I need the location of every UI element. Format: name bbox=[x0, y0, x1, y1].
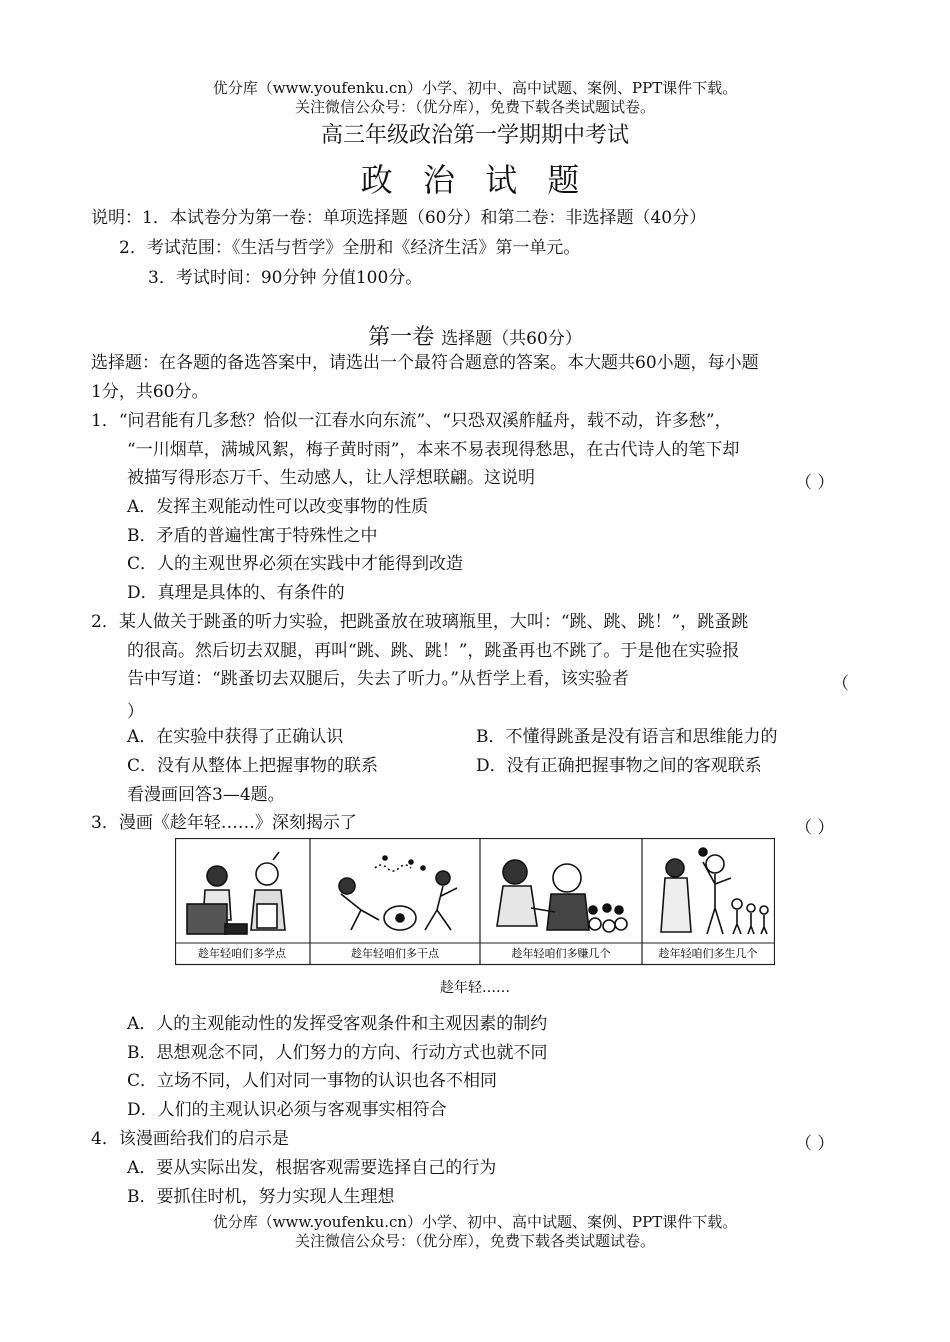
comic-caption-2: 趁年轻咱们多干点 bbox=[351, 947, 439, 960]
q3-answer-blank: （ ） bbox=[795, 818, 835, 838]
note-1: 说明：1．本试卷分为第一卷：单项选择题（60分）和第二卷：非选择题（40分） bbox=[91, 208, 707, 228]
q1-answer-blank: （ ） bbox=[795, 473, 835, 493]
q2-option-c: C．没有从整体上把握事物的联系 bbox=[127, 756, 379, 776]
q1-option-c: C．人的主观世界必须在实践中才能得到改造 bbox=[127, 554, 464, 574]
section-subtitle: 选择题（共60分） bbox=[441, 329, 582, 349]
q2-stem-line-3: 告中写道：“跳蚤切去双腿后，失去了听力。”从哲学上看，该实验者 bbox=[127, 669, 629, 689]
comic-caption-3: 趁年轻咱们多赚几个 bbox=[511, 947, 611, 960]
comic-caption-1: 趁年轻咱们多学点 bbox=[198, 947, 286, 960]
q3-option-b: B．思想观念不同，人们努力的方向、行动方式也就不同 bbox=[127, 1043, 548, 1063]
section-title: 第一卷 bbox=[368, 325, 435, 350]
comic-caption-4: 趁年轻咱们多生几个 bbox=[658, 947, 758, 960]
section-heading bbox=[0, 320, 950, 351]
footer-line-2: 关注微信公众号：（优分库），免费下载各类试题试卷。 bbox=[294, 1232, 655, 1250]
subject-title: 政 治 试 题 bbox=[360, 161, 590, 199]
comic-strip bbox=[175, 838, 775, 1006]
instructions-line-2: 1分，共60分。 bbox=[91, 382, 209, 402]
header-line-2: 关注微信公众号：（优分库），免费下载各类试题试卷。 bbox=[294, 98, 655, 116]
q3-option-a: A．人的主观能动性的发挥受客观条件和主观因素的制约 bbox=[127, 1014, 548, 1034]
q1-stem-line-2: “一川烟草，满城风絮，梅子黄时雨”，本来不易表现得愁思，在古代诗人的笔下却 bbox=[127, 440, 740, 460]
q2-stem-line-2: 的很高。然后切去双腿，再叫“跳、跳、跳！”，跳蚤再也不跳了。于是他在实验报 bbox=[127, 641, 740, 661]
q2-option-b: B．不懂得跳蚤是没有语言和思维能力的 bbox=[476, 727, 778, 747]
q2-answer-blank-open: （ bbox=[832, 674, 849, 694]
q4-answer-blank: （ ） bbox=[795, 1134, 835, 1154]
q1-option-d: D．真理是具体的、有条件的 bbox=[127, 583, 345, 603]
footer-line-1: 优分库（www.youfenku.cn）小学、初中、高中试题、案例、PPT课件下载。 bbox=[212, 1213, 738, 1231]
q3-option-d: D．人们的主观认识必须与客观事实相符合 bbox=[127, 1100, 447, 1120]
exam-title: 高三年级政治第一学期期中考试 bbox=[320, 123, 629, 148]
q3-stem: 3．漫画《趁年轻……》深刻揭示了 bbox=[91, 813, 357, 833]
q4-option-b: B．要抓住时机，努力实现人生理想 bbox=[127, 1187, 395, 1207]
q2-option-d: D．没有正确把握事物之间的客观联系 bbox=[476, 756, 762, 776]
header-line-1: 优分库（www.youfenku.cn）小学、初中、高中试题、案例、PPT课件下载。 bbox=[212, 79, 738, 97]
q1-option-b: B．矛盾的普遍性寓于特殊性之中 bbox=[127, 526, 378, 546]
q4-option-a: A．要从实际出发，根据客观需要选择自己的行为 bbox=[127, 1158, 497, 1178]
q2-option-a: A．在实验中获得了正确认识 bbox=[127, 727, 344, 747]
note-3: 3．考试时间：90分钟 分值100分。 bbox=[148, 268, 423, 288]
q1-stem-line-3: 被描写得形态万千、生动感人，让人浮想联翩。这说明 bbox=[127, 468, 535, 488]
q1-option-a: A．发挥主观能动性可以改变事物的性质 bbox=[127, 497, 429, 517]
instructions-line-1: 选择题：在各题的备选答案中，请选出一个最符合题意的答案。本大题共60小题，每小题 bbox=[91, 353, 759, 373]
comic-title: 趁年轻…… bbox=[440, 980, 510, 996]
q2-stem-line-1: 2．某人做关于跳蚤的听力实验，把跳蚤放在玻璃瓶里，大叫：“跳、跳、跳！”，跳蚤跳 bbox=[91, 612, 749, 632]
q1-stem-line-1: 1．“问君能有几多愁？恰似一江春水向东流”、“只恐双溪舴艋舟，载不动，许多愁”， bbox=[91, 411, 732, 431]
q4-stem: 4．该漫画给我们的启示是 bbox=[91, 1129, 289, 1149]
note-2: 2．考试范围：《生活与哲学》全册和《经济生活》第一单元。 bbox=[119, 238, 581, 258]
comic-intro: 看漫画回答3—4题。 bbox=[127, 785, 285, 805]
q3-option-c: C．立场不同，人们对同一事物的认识也各不相同 bbox=[127, 1071, 498, 1091]
q2-answer-blank-close: ） bbox=[127, 702, 144, 722]
